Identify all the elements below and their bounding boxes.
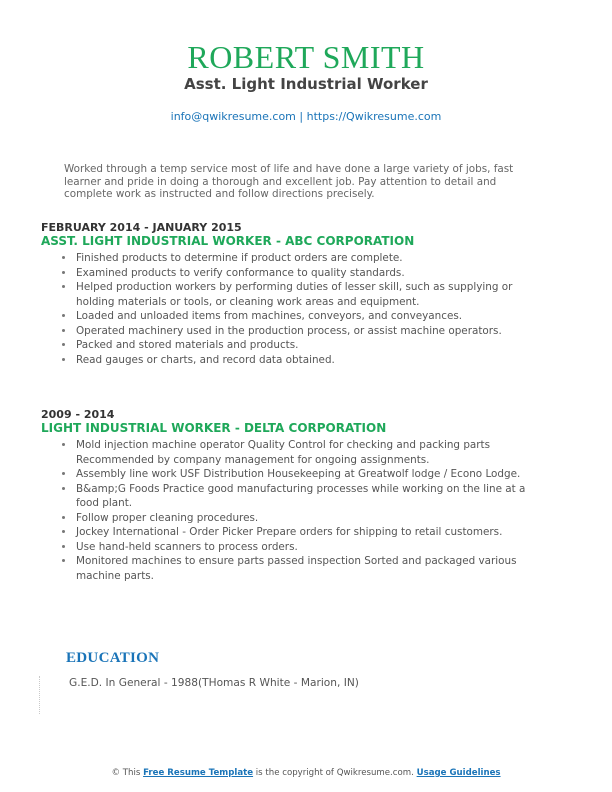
list-item: • Finished products to determine if product orders are complete. — [75, 251, 541, 266]
footer-prefix: © This — [111, 768, 141, 778]
email-link[interactable]: info@qwikresume.com — [170, 110, 296, 123]
candidate-name: ROBERT SMITH — [187, 39, 425, 75]
job-title: LIGHT INDUSTRIAL WORKER - DELTA CORPORATION — [41, 421, 387, 435]
education-divider — [39, 676, 40, 714]
list-item: • Packed and stored materials and products. — [75, 338, 541, 353]
usage-guidelines-link[interactable]: Usage Guidelines — [416, 768, 501, 778]
candidate-title: Asst. Light Industrial Worker — [184, 75, 428, 93]
education-heading: EDUCATION — [66, 650, 160, 666]
list-item: • Monitored machines to ensure parts passed inspection Sorted and packaged various machine parts. — [75, 554, 541, 583]
list-item: • B&amp;G Foods Practice good manufacturing processes while working on the line at a food plant. — [75, 482, 541, 511]
job-bullets — [41, 438, 541, 583]
list-item: • Mold injection machine operator Quality Control for checking and packing parts Recommended by company management for ongoing assignments. — [75, 438, 541, 467]
job-bullets — [41, 251, 541, 367]
job-dates: FEBRUARY 2014 - JANUARY 2015 — [41, 221, 242, 234]
footer-middle: is the copyright of Qwikresume.com. — [255, 768, 414, 778]
contact-separator: | — [299, 110, 304, 123]
job-entry-1 — [41, 221, 541, 367]
list-item: • Assembly line work USF Distribution Housekeeping at Greatwolf lodge / Econo Lodge. — [75, 467, 541, 482]
list-item: • Read gauges or charts, and record data obtained. — [75, 353, 541, 368]
job-dates: 2009 - 2014 — [41, 408, 115, 421]
list-item: • Examined products to verify conformance to quality standards. — [75, 266, 541, 281]
list-item: • Operated machinery used in the production process, or assist machine operators. — [75, 324, 541, 339]
summary-paragraph: Worked through a temp service most of life and have done a large variety of jobs, fast learner and pride in doing a thorough and excellent job. Pay attention to detail and complete work as instructed and follow directions precisely. — [64, 163, 514, 200]
footer — [0, 768, 612, 778]
list-item: • Follow proper cleaning procedures. — [75, 511, 541, 526]
list-item: • Jockey International - Order Picker Prepare orders for shipping to retail customers. — [75, 525, 541, 540]
website-link[interactable]: https://Qwikresume.com — [306, 110, 442, 123]
list-item: • Use hand-held scanners to process orders. — [75, 540, 541, 555]
free-resume-template-link[interactable]: Free Resume Template — [143, 768, 254, 778]
job-title: ASST. LIGHT INDUSTRIAL WORKER - ABC CORPORATION — [41, 234, 415, 248]
list-item: • Loaded and unloaded items from machines, conveyors, and conveyances. — [75, 309, 541, 324]
contact-line — [0, 110, 612, 124]
job-entry-2 — [41, 408, 541, 583]
education-item: G.E.D. In General - 1988(THomas R White - Marion, IN) — [69, 677, 359, 689]
resume-header — [0, 40, 612, 124]
list-item: • Helped production workers by performing duties of lesser skill, such as supplying or holding materials or tools, or cleaning work areas and equipment. — [75, 280, 541, 309]
